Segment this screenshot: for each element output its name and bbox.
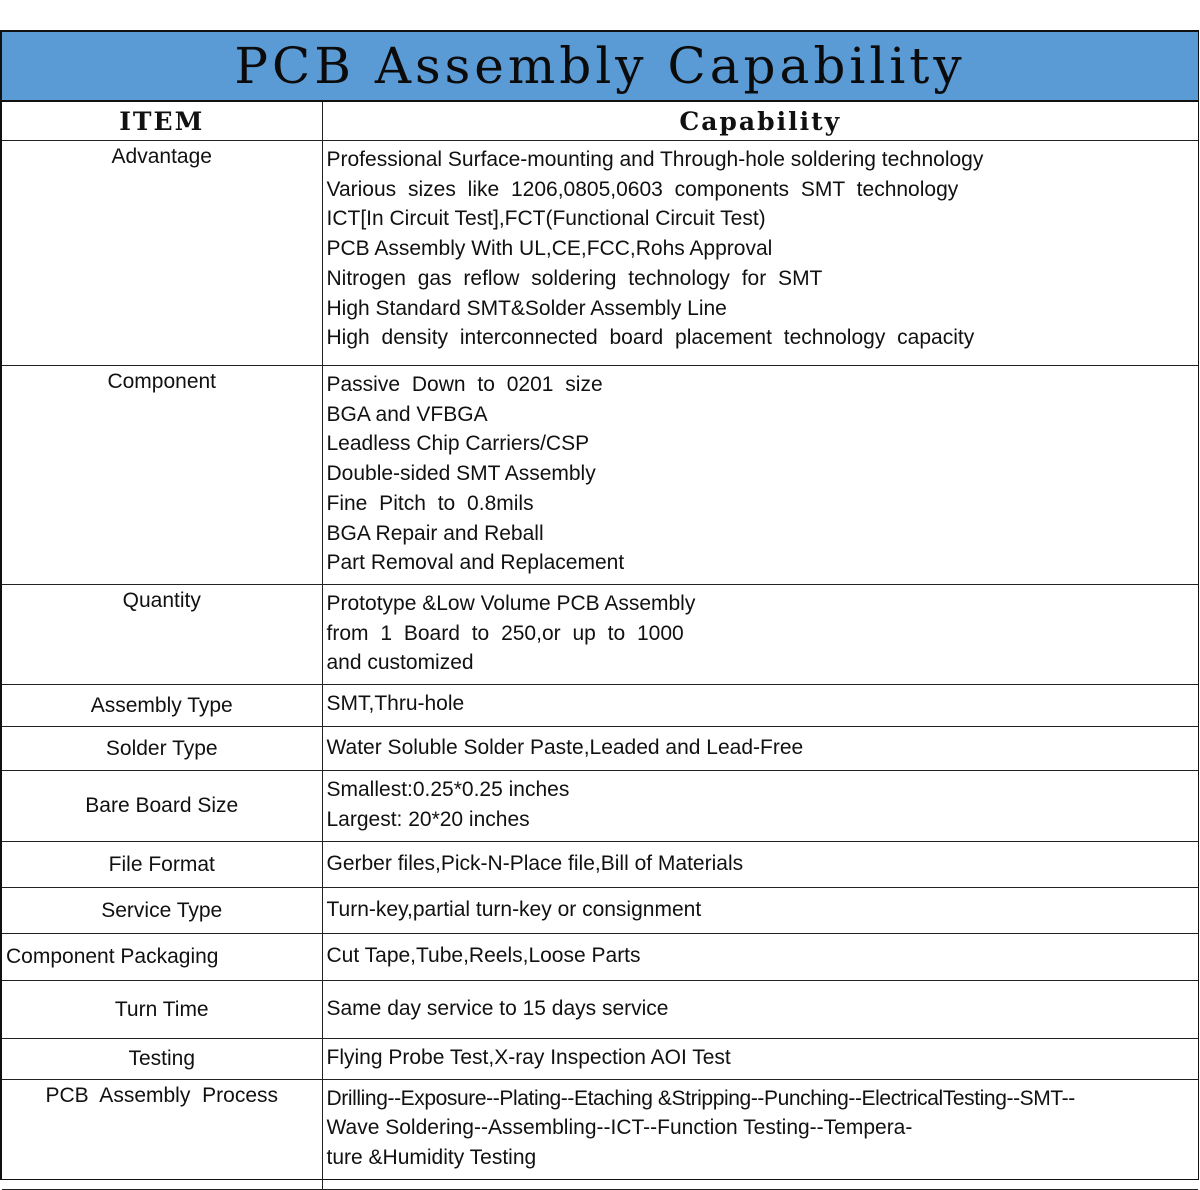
table-row [2,584,1198,684]
table-row [2,981,1198,1039]
row-capability [322,366,1198,585]
row-capability [322,888,1198,934]
table-row [2,685,1198,727]
row-capability [322,141,1198,366]
row-capability [322,1079,1198,1189]
capability-line: Drilling--Exposure--Plating--Etaching &Stripping--Punching--ElectricalTesting--SMT-- [326,1086,1075,1110]
capability-line: Largest: 20*20 inches [326,808,530,832]
row-item-label: Assembly Type [2,685,322,727]
row-item-label: Turn Time [2,981,322,1039]
row-item-label: Service Type [2,888,322,934]
capability-line: PCB Assembly With UL,CE,FCC,Rohs Approval [326,237,773,261]
capability-line: Nitrogen gas reflow soldering technology for SMT [326,266,823,290]
capability-sheet [0,30,1199,1180]
capability-line: Various sizes like 1206,0805,0603 components SMT technology [326,177,959,201]
table-row [2,1039,1198,1080]
row-capability [322,771,1198,842]
capability-line: ICT[In Circuit Test],FCT(Functional Circuit Test) [326,207,766,231]
capability-line: Double-sided SMT Assembly [326,462,596,486]
capability-line: Professional Surface-mounting and Through-hole soldering technology [326,148,984,171]
capability-line: Smallest:0.25*0.25 inches [326,778,570,802]
row-item-label: Solder Type [2,727,322,771]
capability-line: Fine Pitch to 0.8mils [326,491,534,515]
capability-line: BGA and VFBGA [326,402,488,426]
capability-line: Same day service to 15 days service [326,996,669,1020]
capability-line: Leadless Chip Carriers/CSP [326,432,590,456]
capability-line: ture &Humidity Testing [326,1146,537,1170]
capability-line: Flying Probe Test,X-ray Inspection AOI Test [326,1046,731,1070]
table-row [2,727,1198,771]
table-header-row [2,102,1198,141]
row-item-label: Advantage [2,141,322,366]
row-item-label: Component Packaging [2,934,322,981]
capability-line: Wave Soldering--Assembling--ICT--Function Testing--Tempera- [326,1116,913,1140]
capability-line: from 1 Board to 250,or up to 1000 [326,621,684,645]
row-item-label: Testing [2,1039,322,1080]
table-row [2,842,1198,888]
row-capability [322,685,1198,727]
capability-line: Prototype &Low Volume PCB Assembly [326,591,696,615]
capability-table [2,102,1198,1190]
row-item-label: Bare Board Size [2,771,322,842]
row-capability [322,727,1198,771]
title-bar [2,30,1198,102]
row-item-label: Component [2,366,322,585]
header-capability: Capability [322,102,1198,141]
capability-line: BGA Repair and Reball [326,521,544,545]
capability-line: Turn-key,partial turn-key or consignment [326,897,702,921]
table-row [2,771,1198,842]
capability-line: Part Removal and Replacement [326,551,625,575]
row-item-label: Quantity [2,584,322,684]
capability-line: SMT,Thru-hole [326,692,465,716]
table-row [2,934,1198,981]
capability-line: Water Soluble Solder Paste,Leaded and Lead-Free [326,735,804,759]
row-item-label: File Format [2,842,322,888]
row-capability [322,842,1198,888]
capability-line: Cut Tape,Tube,Reels,Loose Parts [326,944,641,968]
row-capability [322,1039,1198,1080]
header-item: ITEM [2,102,322,141]
capability-line: High density interconnected board placement technology capacity [326,326,975,350]
capability-line: and customized [326,651,474,675]
table-row [2,141,1198,366]
table-row [2,366,1198,585]
row-capability [322,981,1198,1039]
row-capability [322,934,1198,981]
table-row [2,1079,1198,1189]
row-item-label: PCB Assembly Process [2,1079,322,1189]
capability-line: Passive Down to 0201 size [326,373,603,396]
capability-line: High Standard SMT&Solder Assembly Line [326,296,727,320]
row-capability [322,584,1198,684]
table-row [2,888,1198,934]
page-title: PCB Assembly Capability [234,37,966,95]
capability-line: Gerber files,Pick-N-Place file,Bill of Materials [326,851,744,875]
